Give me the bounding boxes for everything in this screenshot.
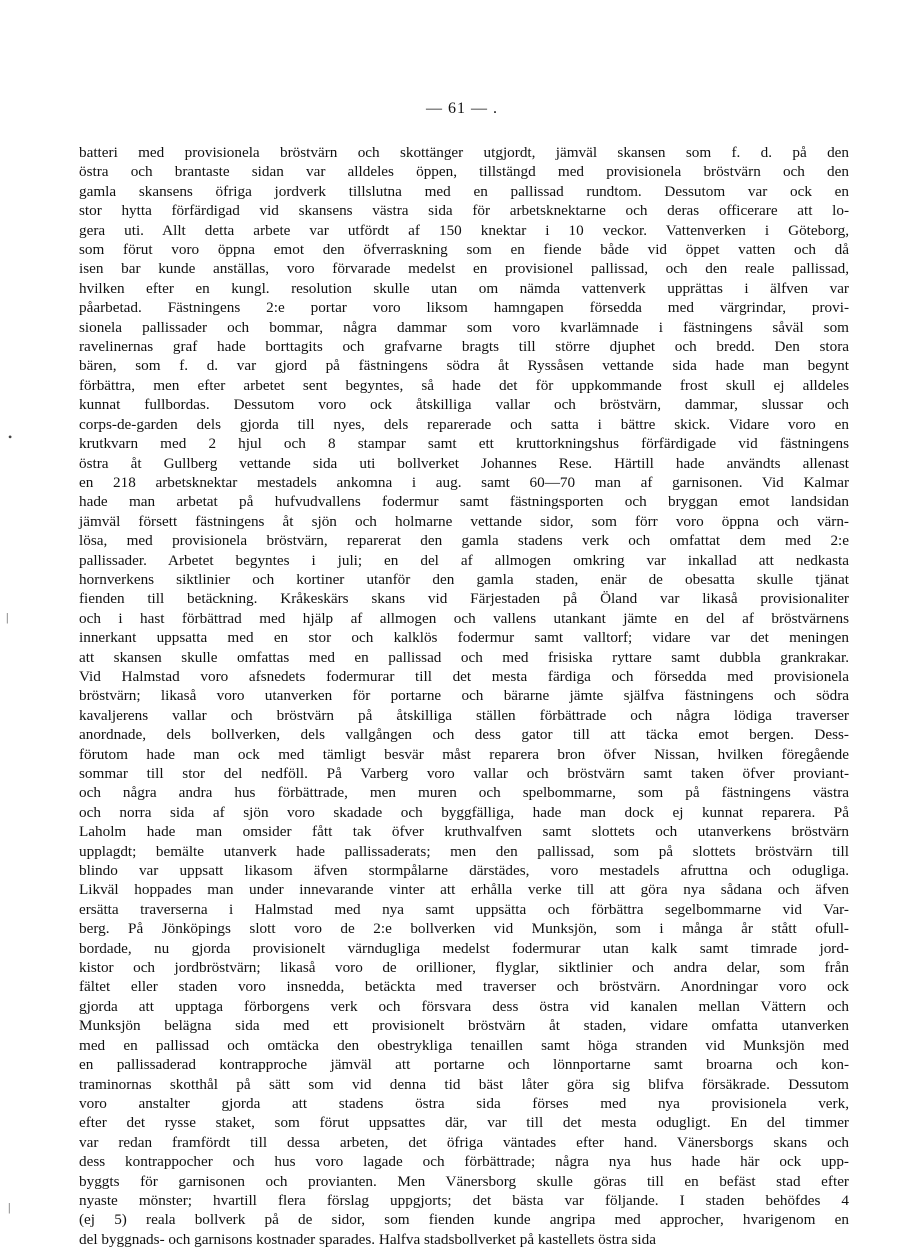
text-line: stor hytta förfärdigad vid skansens västra sida för arbetsknektarne och deras officerare att lo- (79, 202, 849, 220)
text-line: att skansen skulle omfattas med en pallissad och med frisiska ryttare samt dubbla grankrakar. (79, 648, 849, 666)
text-line: dess kontrappocher och hus voro lagade och förbättrade; några nya hus hade här ock upp- (79, 1153, 849, 1171)
text-line: kunnat fullbordas. Dessutom voro ock åtskilliga vallar och bröstvärn, dammar, slussar och (79, 396, 849, 414)
text-line: förutom hade man ock med tämligt besvär måst reparera bron öfver Nissan, hvilken föregående (79, 745, 849, 763)
text-line: innerkant uppsatta med en stor och kalklös fodermur samt valltorf; vidare var det meningen (79, 629, 849, 647)
text-line: och norra sida af sjön voro skadade och byggfälliga, hade man dock ej kunnat reparera. På (79, 803, 849, 821)
text-line: östra åt Gullberg vettande sida uti bollverket Johannes Rese. Härtill hade användts allenast (79, 454, 849, 472)
text-line: bordade, nu gjorda provisionelt värndugliga medelst fodermurar utan kalk samt timrade jord- (79, 939, 849, 957)
margin-mark: | (6, 610, 9, 624)
text-line: sionela pallissader och bommar, några dammar som voro kvarlämnade i fästningens såväl som (79, 318, 849, 336)
text-line: gjorda att upptaga förborgens verk och försvara dess östra vid kanalen mellan Vättern och (79, 997, 849, 1015)
text-line: var redan framfördt till dessa arbeten, det öfriga väntades efter hand. Vänersborgs skans och (79, 1133, 849, 1151)
margin-mark: • (8, 430, 13, 444)
text-line: fienden till betäckning. Kråkeskärs skans vid Färjestaden på Öland var likaså provisionaliter (79, 590, 849, 608)
text-line: gamla skansens öfriga jordverk tillslutna med en pallissad rundtom. Dessutom var ock en (79, 182, 849, 200)
text-line: lösa, med provisionela bröstvärn, reparerat den gamla stadens verk och omfattat dem med 2:e (79, 532, 849, 550)
text-line: isen bar kunde anställas, voro förvarade medelst en provisionel pallissad, och den reale pallissad, (79, 260, 849, 278)
text-line: hornverkens siktlinier och kortiner utanför den gamla staden, enär de obesatta skulle tjänat (79, 570, 849, 588)
text-line: en pallissaderad kontrapproche jämväl att portarne och lönnportarne samt broarna och kon- (79, 1056, 849, 1074)
text-line: byggts för garnisonen och provianten. Men Vänersborg skulle göras till en befäst stad efter (79, 1172, 849, 1190)
text-line: del byggnads- och garnisons kostnader sparades. Halfva stadsbollverket på kastellets östra sida (79, 1230, 656, 1248)
text-line: östra och brantaste sidan var alldeles öppen, tillstängd med provisionela bröstvärn och den (79, 163, 849, 181)
text-line: traminornas skotthål på sätt som vid denna tid bäst låter göra sig blifva försäkrade. Dessutom (79, 1075, 849, 1093)
text-line: bröstvärn; likaså voro utanverken för portarne och bärarne jämte själfva fästningens och södra (79, 687, 849, 705)
text-line: påarbetad. Fästningens 2:e portar voro liksom hamngapen försedda med värgrindar, provi- (79, 299, 849, 317)
text-line: Likväl hoppades man under innevarande vinter att erhålla verke till att göra nya sådana och äfven (79, 881, 849, 899)
text-line: efter det rysse staket, som förut uppsattes där, var till det mesta odugligt. En del timmer (79, 1114, 849, 1132)
text-line: och några andra hus förbättrade, men muren och spelbommarne, som på fästningens västra (79, 784, 849, 802)
text-line: förbättra, men efter arbetet sent begyntes, så hade det för uppkommande frost skull ej alldeles (79, 376, 849, 394)
margin-mark: | (8, 1200, 11, 1214)
text-line: och i hast förbättrad med hjälp af allmogen och vallens utankant jämte en del af bröstvärnens (79, 609, 849, 627)
text-line: ersätta traverserna i Halmstad med nya samt uppsätta och förbättra segelbommarne vid Var- (79, 900, 849, 918)
text-line: med en pallissad och omtäcka den obestrykliga tenaillen samt höga stranden vid Munksjön med (79, 1036, 849, 1054)
text-line: jämväl försett fästningens åt sjön och holmarne vettande sidor, som förr voro öppna och värn- (79, 512, 849, 530)
text-line: upplagdt; bemälte utanverk hade pallissaderats; men den pallissad, som på slottets bröstvärn till (79, 842, 849, 860)
text-line: sommar till stor del nedföll. På Varberg voro vallar och bröstvärn samt taken öfver proviant- (79, 765, 849, 782)
text-line: som förut voro öppna emot den öfverraskning som en fiende både vid öppet vatten och då (79, 241, 849, 259)
text-line: bären, som f. d. var gjord på fästningens södra åt Ryssåsen vettande sida hade man begynt (79, 357, 849, 375)
text-line: en 218 arbetsknektar mestadels ankomna i aug. samt 60—70 man af garnisonen. Vid Kalmar (79, 473, 849, 491)
text-line: (ej 5) reala bollverk på de sidor, som fienden kunde angripa med approcher, hvarigenom en (79, 1211, 849, 1229)
text-line: krutkvarn med 2 hjul och 8 stampar samt ett kruttorkningshus förfärdigade vid fästningens (79, 435, 849, 453)
text-line: pallissader. Arbetet begyntes i juli; en del af allmogen omkring var inkallad att nedkasta (79, 551, 849, 569)
text-line: gera uti. Allt detta arbete var utfördt af 150 knektar i 10 veckor. Vattenverken i Göteborg, (79, 221, 849, 239)
text-line: kistor och jordbröstvärn; likaså voro de orillioner, flyglar, siktlinier och andra delar, som från (79, 959, 849, 977)
text-line: hvilken efter en kungl. resolution skulle utan om nämda vattenverk upprättas i älfven var (79, 279, 849, 297)
text-line: hade man arbetat på hufvudvallens fodermur samt fästningsporten och bryggan emot landsidan (79, 493, 849, 511)
text-line: batteri med provisionela bröstvärn och skottänger utgjordt, jämväl skansen som f. d. på den (79, 144, 849, 161)
text-line: nyaste mönster; hvartill flera förslag uppgjorts; det bästa var följande. I staden behöfdes 4 (79, 1191, 849, 1209)
text-line: blindo var uppsatt likasom äfven stormpålarne därstädes, voro mestadels afruttna och odugliga. (79, 862, 849, 880)
page-number: — 61 — . (426, 100, 498, 117)
text-line: fältet eller staden voro insnedda, betäckta med traverser och bröstvärn. Anordningar voro ock (79, 978, 849, 996)
text-line: Vid Halmstad voro afsnedets fodermurar till det mesta färdiga och försedda med provisionela (79, 667, 849, 685)
text-line: anordnade, dels bollverken, dels vallgången och dess gator till att täcka emot bergen. Dess- (79, 726, 849, 744)
body-text (79, 143, 849, 1249)
text-line: ravelinernas graf hade borttagits och grafvarne bragts till större djuphet och bredd. Den stora (79, 338, 849, 356)
text-line: Laholm hade man omsider fått tak öfver kruthvalfven samt slottets och utanverkens bröstvärn (79, 823, 849, 841)
text-line: corps-de-garden dels gjorda till nyes, dels reparerade och satta i bättre skick. Vidare voro en (79, 415, 849, 433)
text-line: kavaljerens vallar och bröstvärn på åtskilliga ställen förbättrade och några lödiga traverser (79, 706, 849, 724)
text-line: voro anstalter gjorda att stadens östra sida förses med nya provisionela verk, (79, 1094, 849, 1112)
text-line: berg. På Jönköpings slott voro de 2:e bollverken vid Munksjön, som i många år stått ofull- (79, 920, 849, 938)
text-line: Munksjön belägna sida med ett provisionelt bröstvärn åt staden, vidare omfatta utanverken (79, 1017, 849, 1035)
